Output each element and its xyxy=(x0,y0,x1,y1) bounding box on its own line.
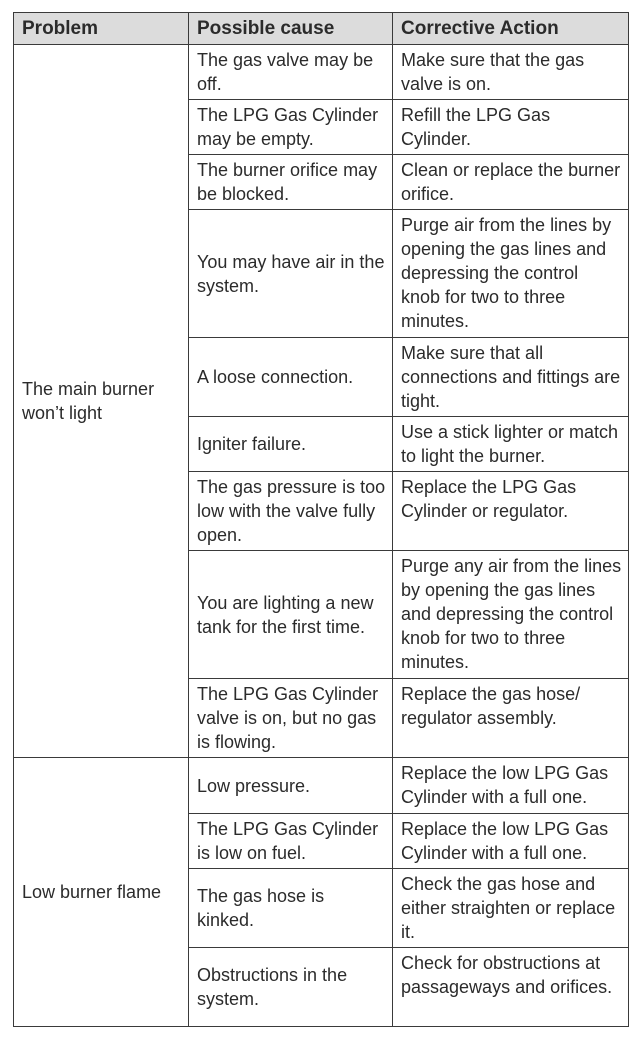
cause-cell: The gas valve may be off. xyxy=(189,45,393,100)
header-problem: Problem xyxy=(14,13,189,45)
troubleshooting-table xyxy=(13,12,629,1027)
cause-cell: You are lighting a new tank for the first time. xyxy=(189,551,393,679)
problem-cell: The main burner won’t light xyxy=(14,45,189,758)
problem-cell: Low burner flame xyxy=(14,758,189,1027)
cause-cell: You may have air in the system. xyxy=(189,210,393,338)
cause-cell: The gas pressure is too low with the valve fully open. xyxy=(189,472,393,551)
header-cause: Possible cause xyxy=(189,13,393,45)
action-cell: Purge air from the lines by opening the gas lines and depressing the control knob for two to three minutes. xyxy=(393,210,629,338)
table-row xyxy=(14,45,629,100)
action-cell: Replace the LPG Gas Cylinder or regulator. xyxy=(393,472,629,551)
cause-cell: A loose connection. xyxy=(189,338,393,417)
action-cell: Use a stick lighter or match to light the burner. xyxy=(393,417,629,472)
action-cell: Clean or replace the burner orifice. xyxy=(393,155,629,210)
cause-cell: The LPG Gas Cylinder valve is on, but no gas is flowing. xyxy=(189,679,393,758)
cause-cell: The LPG Gas Cylinder may be empty. xyxy=(189,100,393,155)
action-cell: Check the gas hose and either straighten or replace it. xyxy=(393,869,629,948)
table-row xyxy=(14,758,629,814)
cause-cell: Low pressure. xyxy=(189,758,393,814)
cause-cell: Obstructions in the system. xyxy=(189,948,393,1027)
action-cell: Make sure that all connections and fittings are tight. xyxy=(393,338,629,417)
action-cell: Replace the low LPG Gas Cylinder with a full one. xyxy=(393,814,629,869)
action-cell: Replace the low LPG Gas Cylinder with a full one. xyxy=(393,758,629,814)
header-action: Corrective Action xyxy=(393,13,629,45)
action-cell: Refill the LPG Gas Cylinder. xyxy=(393,100,629,155)
action-cell: Purge any air from the lines by opening the gas lines and depressing the control knob for two to three minutes. xyxy=(393,551,629,679)
header-row xyxy=(14,13,629,45)
cause-cell: The LPG Gas Cylinder is low on fuel. xyxy=(189,814,393,869)
action-cell: Make sure that the gas valve is on. xyxy=(393,45,629,100)
cause-cell: Igniter failure. xyxy=(189,417,393,472)
action-cell: Check for obstructions at passageways and orifices. xyxy=(393,948,629,1027)
action-cell: Replace the gas hose/ regulator assembly. xyxy=(393,679,629,758)
cause-cell: The gas hose is kinked. xyxy=(189,869,393,948)
cause-cell: The burner orifice may be blocked. xyxy=(189,155,393,210)
